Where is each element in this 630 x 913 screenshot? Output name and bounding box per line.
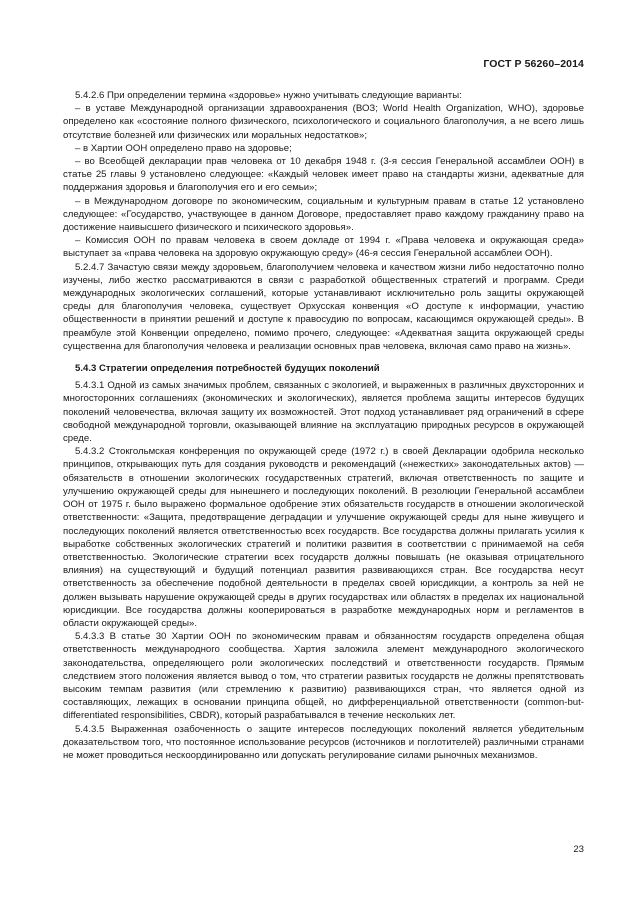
paragraph: 5.4.2.6 При определении термина «здоровье» нужно учитывать следующие варианты: <box>75 90 462 101</box>
document-standard-number: ГОСТ Р 56260–2014 <box>483 58 584 70</box>
paragraph: – Комиссия ООН по правам человека в своем докладе от 1994 г. «Права человека и окружающая среда» выступает за «права человека на здоровую окружающую среду» (46-я сессия Генеральной ассамблеи ООН). <box>63 235 584 260</box>
paragraph: – в уставе Международной организации здравоохранения (ВОЗ; World Health Organization, WHO), здоровье определено как «состояние полного физического, психологического и социального благополучия, а не всего лишь отсутствие болезней или физических или моральных недостатков»; <box>63 103 584 141</box>
paragraph: 5.4.3.3 В статье 30 Хартии ООН по экономическим правам и обязанностям государств определена общая ответственность международного сообщества. Хартия заложила элемент международного экологического законодательства, определяющего роли экологических последствий и ответственности государств. Прямым следствием этого положения является вывод о том, что стратегии развитых государств не должны препятствовать высоким темпам развития (или стремлению к развитию) развивающихся стран, что является одной из составляющих, лежащих в основании принципа общей, но дифференциальной ответственности (common-but-differentiated responsibilities, CBDR), который разрабатывался в течение нескольких лет. <box>63 631 584 722</box>
paragraph: 5.4.3.2 Стокгольмская конференция по окружающей среде (1972 г.) в своей Декларации одобрила несколько принципов, открывающих путь для создания руководств и рекомендаций («нежестких» законодательных актов) — обязательств в отношении экологических государственных стратегий, включая ответственность по защите и улучшению окружающей среды для нынешнего и последующих поколений. В резолюции Генеральной ассамблеи ООН от 1975 г. было выражено формальное одобрение этих обязательств государств в отношении экологической ответственности: «Защита, предотвращение деградации и улучшение окружающей среды для ныне живущего и последующих поколений является ответственностью всех государств. Все государства должны прилагать усилия к выработке собственных экологических стратегий и политики развития в соответствии с принимаемой на себя ответственностью. Экологические стратегии всех государств должны повышать (не оказывая отрицательного влияния) на существующий и будущий потенциал развития развивающихся стран. Все государства несут ответственность за обеспечение подобной деятельности в пределах своей юрисдикции, а контроль за ней не должен вызывать нарушение окружающей среды в других государствах или областях в пределах их национальной юрисдикции. Все государства должны кооперироваться в разработке международных норм и регламентов в области окружающей среды». <box>63 446 584 629</box>
paragraph: – во Всеобщей декларации прав человека от 10 декабря 1948 г. (3-я сессия Генеральной ассамблеи ООН) в статье 25 главы 9 установлено следующее: «Каждый человек имеет право на стандарты жизни, адекватные для поддержания здоровья и благополучия его и его семьи»; <box>63 156 584 194</box>
paragraph: – в Международном договоре по экономическим, социальным и культурным правам в статье 12 установлено следующее: «Государство, участвующее в данном Договоре, предоставляет право каждому гражданину право на достижение наивысшего физического и психического здоровья». <box>63 195 584 234</box>
paragraph: 5.2.4.7 Зачастую связи между здоровьем, благополучием человека и качеством жизни либо недостаточно полно изучены, либо жестко рассматриваются в связи с разработкой общественных стратегий и программ. Среди международных экологических соглашений, которые устанавливают исключительно роль защиты окружающей среды для благополучия человека, существует Орхусская конвенция «О доступе к информации, участию общественности в принятии решений и доступе к правосудию по вопросам, касающимся окружающей среды». В преамбуле этой Конвенции определено, помимо прочего, следующее: «Адекватная защита окружающей среды существенна для благополучия человека и реализации основных прав человека, включая само право на жизнь». <box>63 261 584 352</box>
section-heading: 5.4.3 Стратегии определения потребностей будущих поколений <box>75 363 380 375</box>
paragraph: – в Хартии ООН определено право на здоровье; <box>75 142 292 154</box>
paragraph: 5.4.3.1 Одной из самых значимых проблем, связанных с экологией, и выраженных в различных двухсторонних и многосторонних соглашениях (экономических и экологических), является проблема защиты интересов будущих поколений человечества, включая защиту их возможностей. Этот подход устанавливает ряд ограничений в сфере свободной международной торговли, оказывающей влияние на эксплуатацию природных ресурсов в окружающей среде. <box>63 380 584 445</box>
document-body <box>63 89 584 762</box>
paragraph: 5.4.3.5 Выраженная озабоченность о защите интересов последующих поколений является убедительным доказательством того, что постоянное использование ресурсов (источников и поглотителей) различными странами не может проводиться нескоординированно или допускать регулирование силами рыночных механизмов. <box>63 723 584 761</box>
page-number: 23 <box>573 844 584 855</box>
